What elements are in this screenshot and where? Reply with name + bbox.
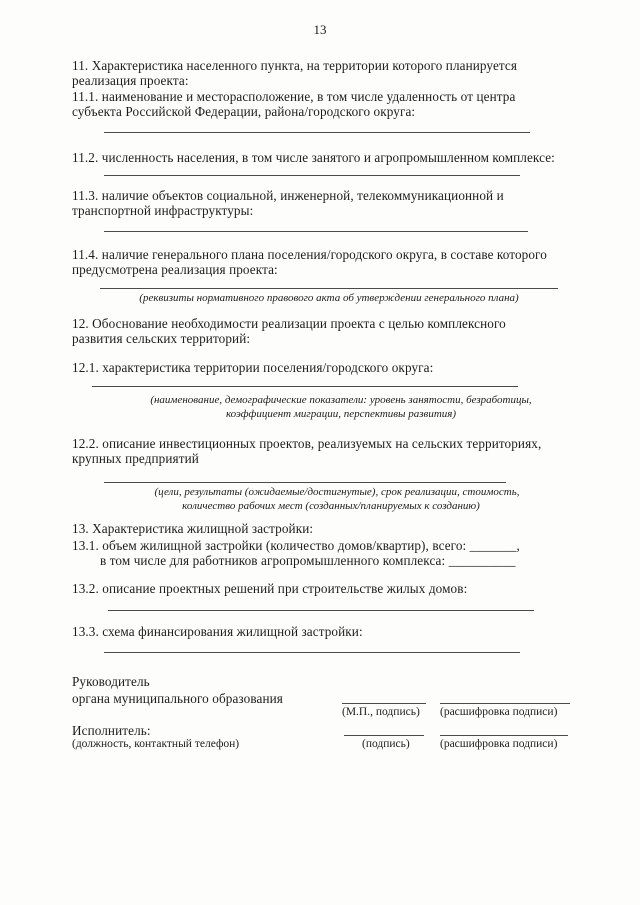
item-12-2-cont: крупных предприятий	[72, 451, 199, 466]
item-12-2-caption-2: количество рабочих мест (созданных/планируемых к созданию)	[182, 500, 480, 512]
section-11-heading: 11. Характеристика населенного пункта, на территории которого планируется	[72, 58, 518, 73]
executor-signature-label: (подпись)	[362, 738, 410, 750]
head-title-cont: органа муниципального образования	[72, 691, 283, 706]
item-11-4-fill-line	[100, 288, 558, 289]
item-11-4-cont: предусмотрена реализация проекта:	[72, 262, 278, 277]
item-13-2: 13.2. описание проектных решений при строительстве жилых домов:	[72, 581, 468, 596]
item-13-1: 13.1. объем жилищной застройки (количество домов/квартир), всего: _______,	[72, 538, 520, 553]
item-11-1-cont: субъекта Российской Федерации, района/городского округа:	[72, 104, 416, 119]
item-13-3: 13.3. схема финансирования жилищной застройки:	[72, 624, 363, 639]
item-11-3-cont: транспортной инфраструктуры:	[72, 203, 254, 218]
decode-label-1: (расшифровка подписи)	[440, 706, 558, 718]
item-11-3-fill-line	[104, 231, 528, 232]
section-12-heading-cont: развития сельских территорий:	[72, 331, 251, 346]
item-13-2-fill-line	[108, 610, 534, 611]
executor-signature-line	[344, 735, 424, 736]
section-12-heading: 12. Обоснование необходимости реализации проекта с целью комплексного	[72, 316, 506, 331]
page-number: 13	[313, 22, 327, 37]
mp-signature-line	[342, 703, 426, 704]
item-11-4-caption: (реквизиты нормативного правового акта об утверждении генерального плана)	[139, 292, 519, 304]
item-11-2-fill-line	[104, 175, 520, 176]
section-11-heading-cont: реализация проекта:	[72, 73, 189, 88]
item-11-3: 11.3. наличие объектов социальной, инженерной, телекоммуникационной и	[72, 188, 504, 203]
mp-signature-label: (М.П., подпись)	[342, 706, 420, 718]
item-13-3-fill-line	[104, 652, 520, 653]
decode-label-2: (расшифровка подписи)	[440, 738, 558, 750]
head-title: Руководитель	[72, 674, 150, 689]
item-12-2: 12.2. описание инвестиционных проектов, реализуемых на сельских территориях,	[72, 436, 542, 451]
section-13-heading: 13. Характеристика жилищной застройки:	[72, 521, 314, 536]
decode-line-1	[440, 703, 570, 704]
item-12-1: 12.1. характеристика территории поселения/городского округа:	[72, 360, 434, 375]
item-12-2-fill-line	[104, 482, 506, 483]
item-13-1-cont: в том числе для работников агропромышленного комплекса: __________	[100, 553, 516, 568]
item-11-1: 11.1. наименование и месторасположение, в том числе удаленность от центра	[72, 89, 516, 104]
executor-label: Исполнитель:	[72, 723, 151, 738]
item-12-1-caption-1: (наименование, демографические показатели: уровень занятости, безработицы,	[150, 394, 532, 406]
decode-line-2	[440, 735, 568, 736]
item-11-4: 11.4. наличие генерального плана поселения/городского округа, в составе которого	[72, 247, 547, 262]
item-11-2: 11.2. численность населения, в том числе занятого и агропромышленном комплексе:	[72, 150, 555, 165]
executor-note: (должность, контактный телефон)	[72, 738, 240, 750]
item-12-2-caption-1: (цели, результаты (ожидаемые/достигнутые), срок реализации, стоимость,	[154, 486, 520, 498]
item-12-1-caption-2: коэффициент миграции, перспективы развития)	[225, 408, 457, 420]
item-11-1-fill-line	[104, 132, 530, 133]
item-12-1-fill-line	[92, 386, 518, 387]
